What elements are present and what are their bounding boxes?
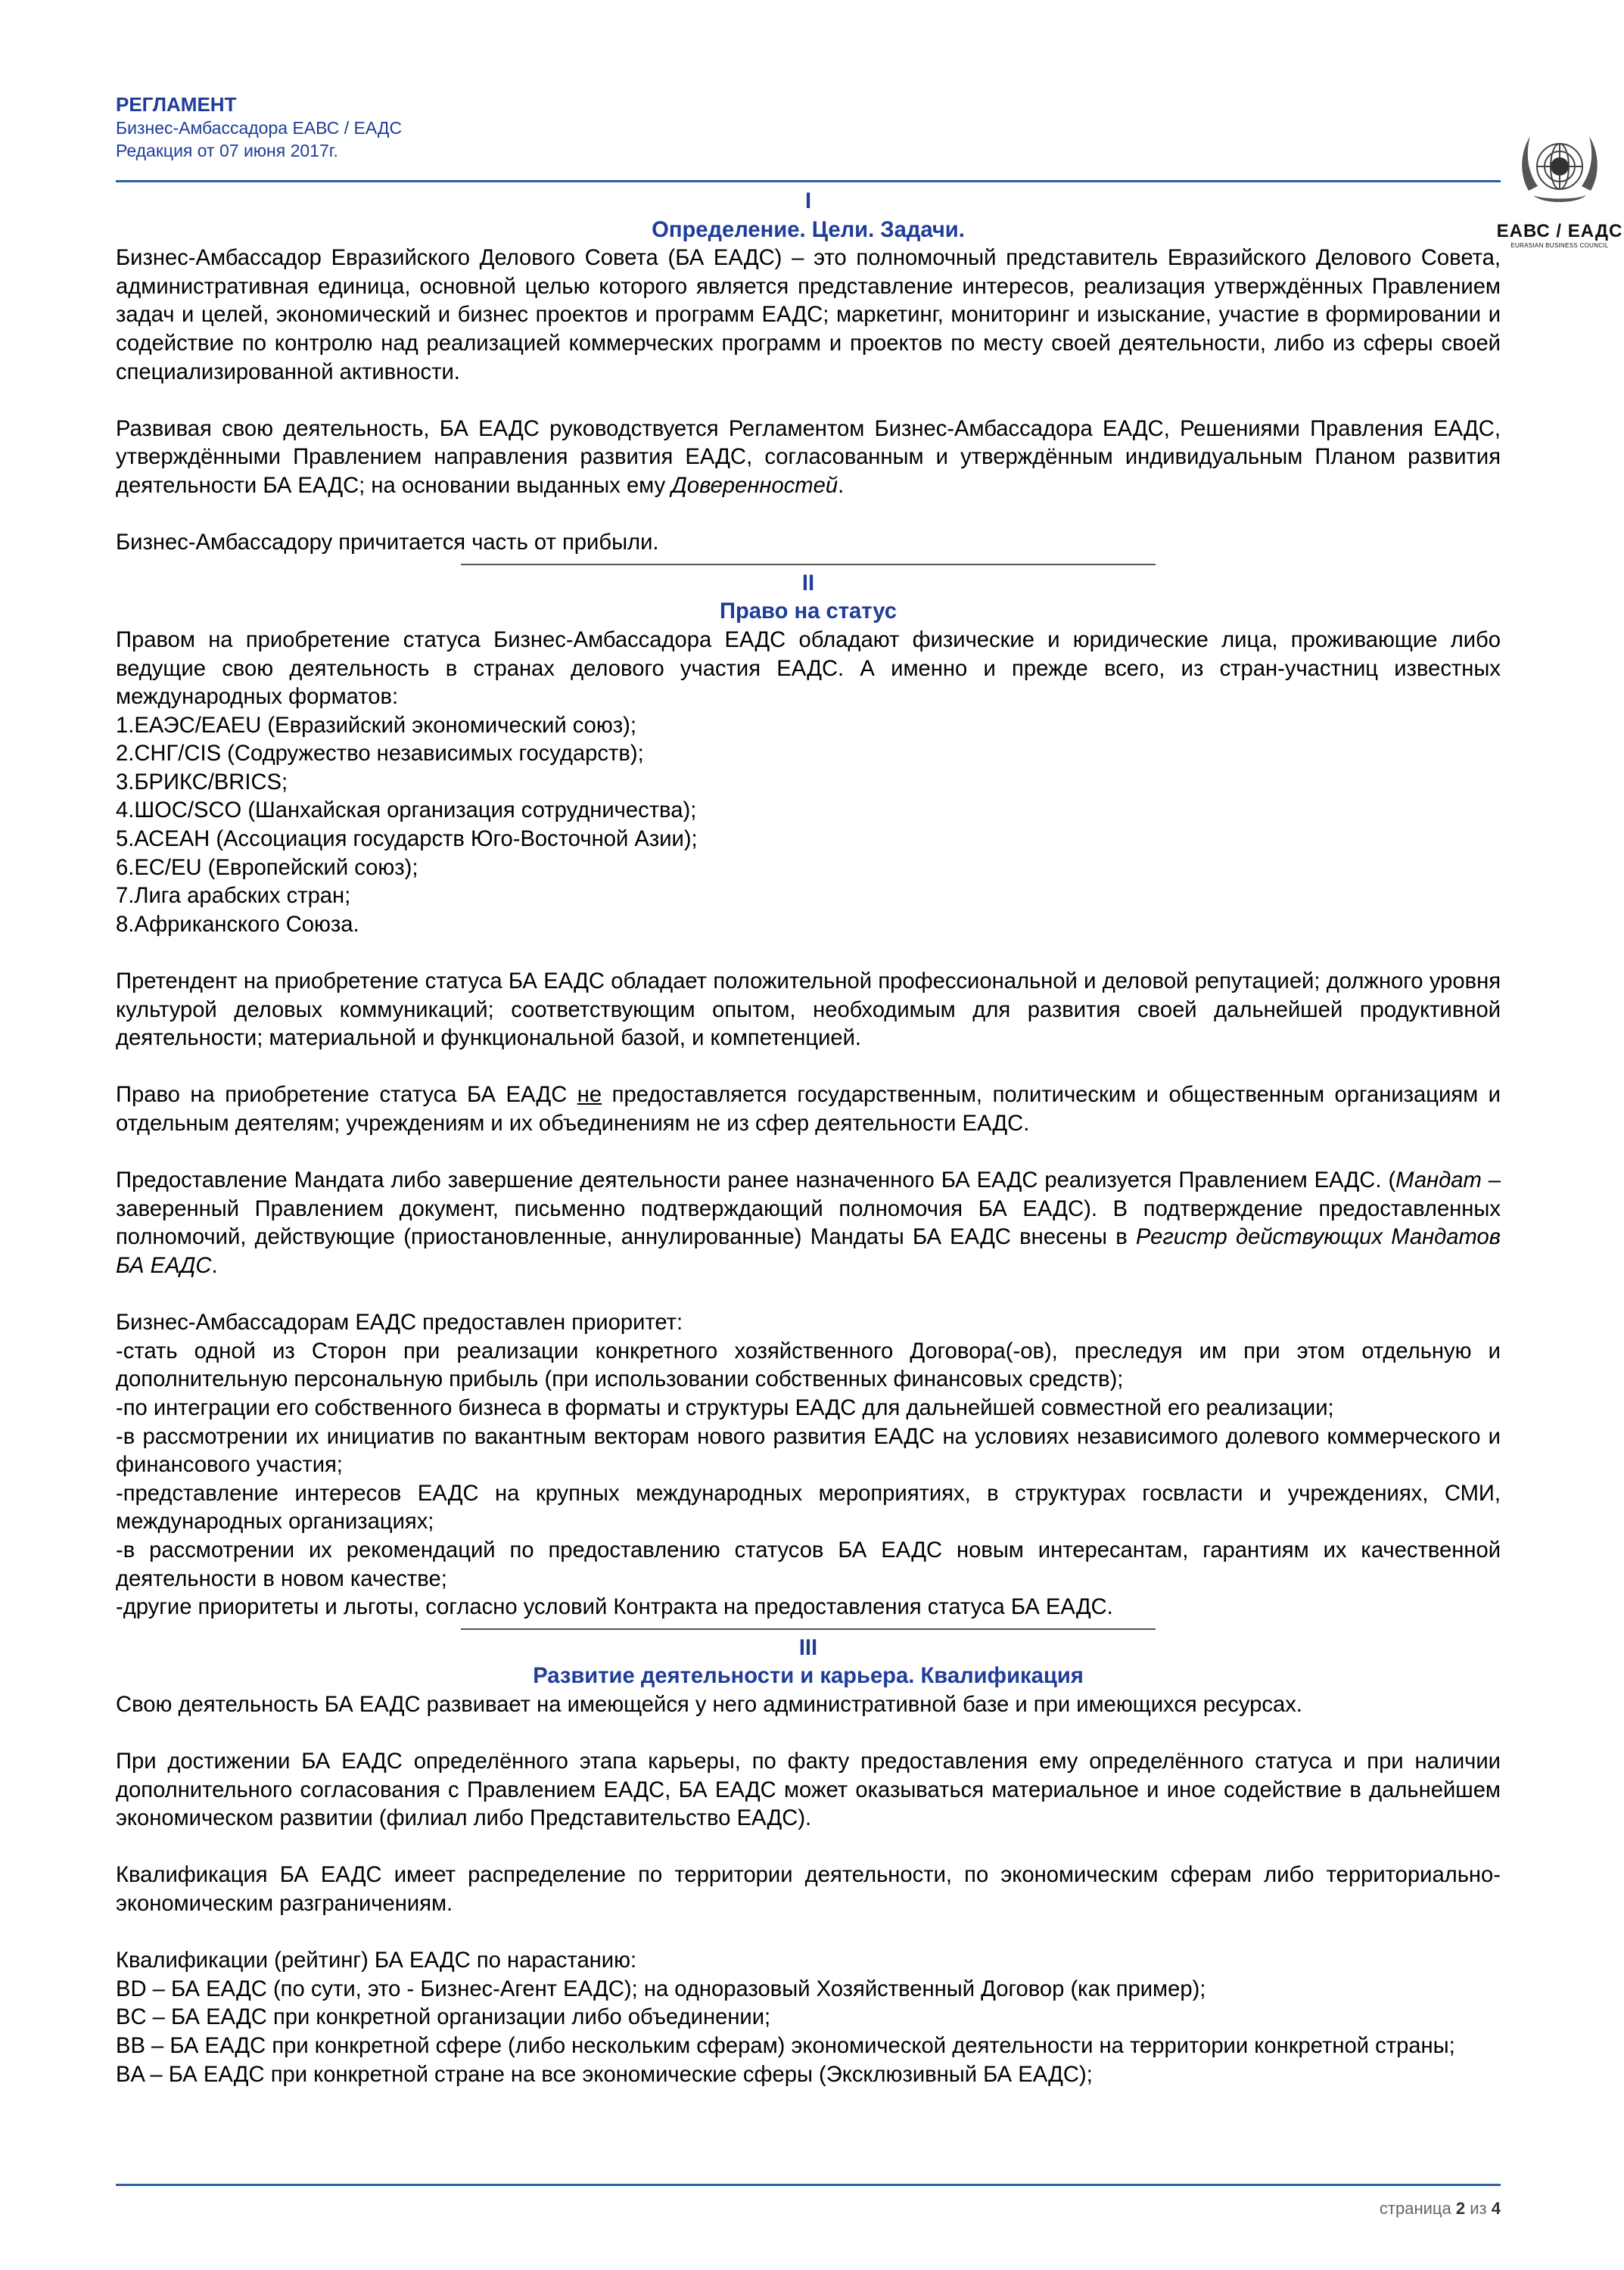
format-item: 6.ЕС/EU (Европейский союз); <box>116 855 418 880</box>
format-item: 2.СНГ/CIS (Содружество независимых государств); <box>116 742 644 767</box>
format-item: 3.БРИКС/BRICS; <box>116 770 288 794</box>
section-3-paragraph-2: При достижении БА ЕАДС определённого этапа карьеры, по факту предоставления ему определённого статуса и при наличии дополнительного согласования с Правлением ЕАДС, БА ЕАДС может оказываться материальное и иное содействие в дальнейшем экономическом развитии (филиал либо Представительство ЕАДС). <box>116 1749 1501 1831</box>
priority-item: -по интеграции его собственного бизнеса в форматы и структуры ЕАДС для дальнейшей совместной его реализации; <box>116 1395 1334 1420</box>
doc-subtitle: Бизнес-Амбассадора ЕАВС / ЕАДС <box>116 118 403 138</box>
priority-item: -стать одной из Сторон при реализации конкретного хозяйственного Договора(-ов), преследуя им при этом отдельную и дополнительную персональную прибыль (при использовании собственных финансовых средств); <box>116 1339 1501 1392</box>
priority-item: -в рассмотрении их инициатив по вакантным векторам нового развития ЕАДС на условиях независимого долевого коммерческого и финансового участия; <box>116 1424 1501 1478</box>
qualification-item: BA – БА ЕАДС при конкретной стране на все экономические сферы (Эксклюзивный БА ЕАДС); <box>116 2062 1093 2087</box>
logo-tagline: EURASIAN BUSINESS COUNCIL <box>1510 242 1609 249</box>
document-body <box>116 188 1501 2089</box>
section-2-paragraph-3: Право на приобретение статуса БА ЕАДС не предоставляется государственным, политическим и общественным организациям и отдельным деятелям; учреждениям и их объединениям не из сфер деятельности ЕАДС. <box>116 1083 1501 1136</box>
section-3-title: Развитие деятельности и карьера. Квалификация <box>533 1664 1084 1689</box>
section-3-number: III <box>798 1635 818 1660</box>
section-2-paragraph-4: Предоставление Мандата либо завершение деятельности ранее назначенного БА ЕАДС реализуется Правлением ЕАДС. (Мандат – заверенный Правлением документ, письменно подтверждающий полномочия БА ЕАДС). В подтверждение предоставленных полномочий, действующие (приостановленные, аннулированные) Мандаты БА ЕАДС внесены в Регистр действующих Мандатов БА ЕАДС. <box>116 1168 1501 1278</box>
section-1-paragraph-1: Бизнес-Амбассадор Евразийского Делового Совета (БА ЕАДС) – это полномочный представитель Евразийского Делового Совета, административная единица, основной целью которого является представление интересов, реализация утверждённых Правлением задач и целей, экономический и бизнес проектов и программ ЕАДС; маркетинг, мониторинг и изыскание, участие в формировании и содействие по контролю над реализацией коммерческих программ и проектов по месту своей деятельности, либо из сферы своей специализированной активности. <box>116 246 1501 384</box>
priority-intro: Бизнес-Амбассадорам ЕАДС предоставлен приоритет: <box>116 1311 683 1336</box>
section-1-title: Определение. Цели. Задачи. <box>652 217 965 242</box>
un-style-emblem-icon <box>1512 123 1607 218</box>
section-1-paragraph-3: Бизнес-Амбассадору причитается часть от прибыли. <box>116 530 659 555</box>
qualification-item: BC – БА ЕАДС при конкретной организации либо объединении; <box>116 2005 771 2030</box>
section-1-number: I <box>804 189 812 213</box>
format-item: 4.ШОС/SCO (Шанхайская организация сотрудничества); <box>116 798 697 823</box>
priority-item: -другие приоритеты и льготы, согласно условий Контракта на предоставления статуса БА ЕАДС. <box>116 1595 1113 1620</box>
qualification-intro: Квалификации (рейтинг) БА ЕАДС по нарастанию: <box>116 1948 637 1973</box>
qualification-item: BD – БА ЕАДС (по сути, это - Бизнес-Агент ЕАДС); на одноразовый Хозяйственный Договор (как пример); <box>116 1976 1206 2001</box>
format-item: 1.ЕАЭС/EAEU (Евразийский экономический союз); <box>116 713 637 738</box>
format-item: 5.АСЕАН (Ассоциация государств Юго-Восточной Азии); <box>116 827 698 852</box>
format-item: 7.Лига арабских стран; <box>116 884 351 909</box>
section-3-paragraph-3: Квалификация БА ЕАДС имеет распределение по территории деятельности, по экономическим сферам либо территориально-экономическим разграничениям. <box>116 1863 1501 1917</box>
priority-item: -в рассмотрении их рекомендаций по предоставлению статусов БА ЕАДС новым интересантам, гарантиям их качественной деятельности в новом качестве; <box>116 1538 1501 1591</box>
logo-brand: ЕАВС / ЕАДС <box>1496 221 1623 241</box>
priority-item: -представление интересов ЕАДС на крупных международных мероприятиях, в структурах госвласти и учреждениях, СМИ, международных организациях; <box>116 1481 1501 1535</box>
section-2-title: Право на статус <box>719 599 898 624</box>
section-1-paragraph-2: Развивая свою деятельность, БА ЕАДС руководствуется Регламентом Бизнес-Амбассадора ЕАДС, Решениями Правления ЕАДС, утверждёнными Правлением направления развития ЕАДС, согласованным и утверждённым индивидуальным Планом развития деятельности БА ЕАДС; на основании выданных ему Доверенностей. <box>116 416 1501 498</box>
section-2-number: II <box>801 571 815 595</box>
page-number: страница 2 из 4 <box>1379 2199 1501 2218</box>
doc-edition: Редакция от 07 июня 2017г. <box>116 141 338 160</box>
header-rule <box>116 180 1501 182</box>
section-2-paragraph-2: Претендент на приобретение статуса БА ЕАДС обладает положительной профессиональной и деловой репутацией; должного уровня культурой деловых коммуникаций; соответствующим опытом, необходимым для развития своей дальнейшей продуктивной деятельности; материальной и функциональной базой, и компетенцией. <box>116 969 1501 1051</box>
format-item: 8.Африканского Союза. <box>116 912 359 937</box>
footer-rule <box>116 2184 1501 2186</box>
section-divider <box>461 1628 1156 1630</box>
eabc-logo <box>1495 123 1624 259</box>
doc-title: РЕГЛАМЕНТ <box>116 93 237 116</box>
qualification-item: BB – БА ЕАДС при конкретной сфере (либо нескольким сферам) экономической деятельности на территории конкретной страны; <box>116 2034 1455 2058</box>
section-2-paragraph-1: Правом на приобретение статуса Бизнес-Амбассадора ЕАДС обладают физические и юридические лица, проживающие либо ведущие свою деятельность в странах делового участия ЕАДС. А именно и прежде всего, из стран-участниц известных международных форматов: <box>116 627 1501 710</box>
section-divider <box>461 564 1156 565</box>
section-3-paragraph-1: Свою деятельность БА ЕАДС развивает на имеющейся у него административной базе и при имеющихся ресурсах. <box>116 1692 1302 1717</box>
